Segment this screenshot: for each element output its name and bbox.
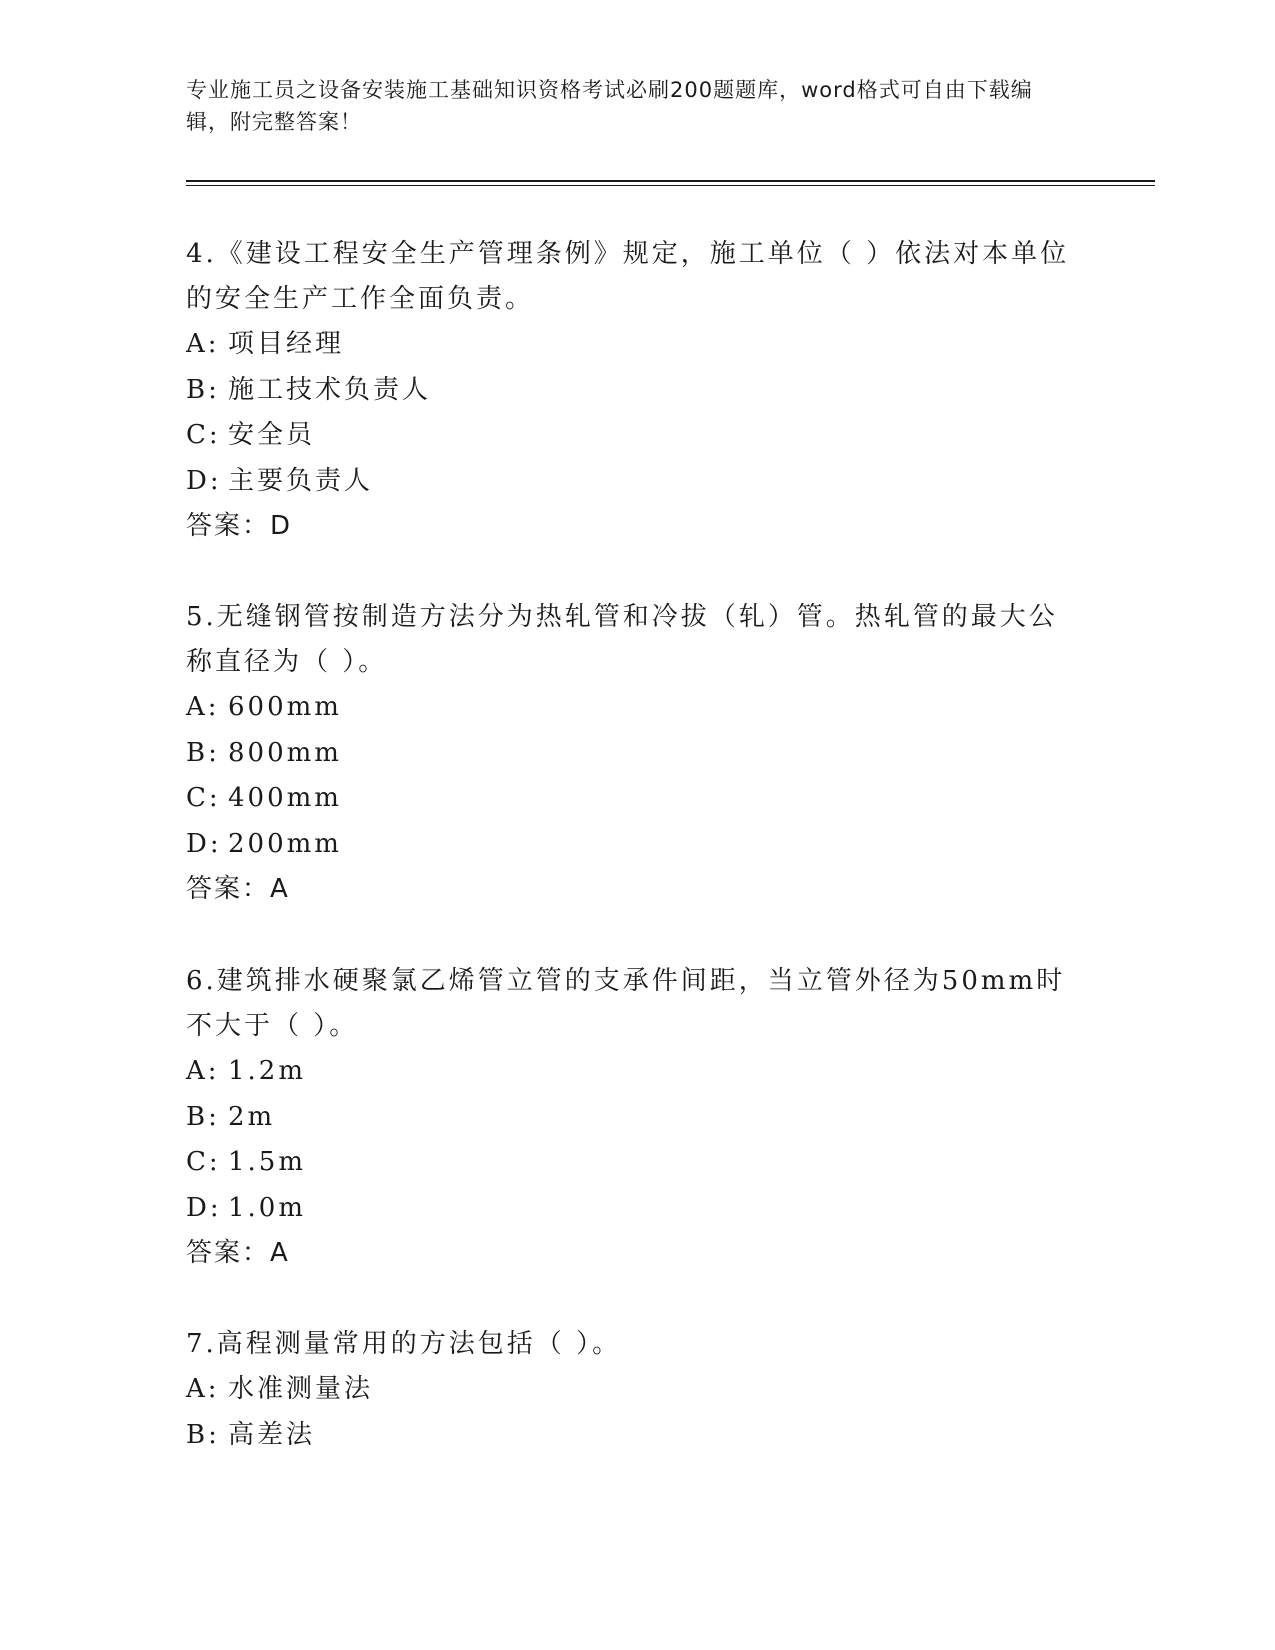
question-stem: 7.高程测量常用的方法包括（ ）。 <box>186 1329 622 1359</box>
option-a <box>186 1049 1086 1095</box>
option-key: C: <box>186 783 221 813</box>
option-key: A: <box>186 1056 220 1086</box>
option-key: A: <box>186 692 220 722</box>
question-stem: 4.《建设工程安全生产管理条例》规定，施工单位（ ）依法对本单位的安全生产工作全面负责。 <box>186 239 1070 314</box>
option-text: 2m <box>228 1101 276 1132</box>
question-stem: 6.建筑排水硬聚氯乙烯管立管的支承件间距，当立管外径为50mm时不大于（ ）。 <box>186 966 1066 1041</box>
option-text: 项目经理 <box>228 329 345 359</box>
option-a <box>186 322 1086 368</box>
option-text: 1.0m <box>228 1192 307 1223</box>
option-text: 施工技术负责人 <box>228 374 432 405</box>
option-text: 400mm <box>228 783 342 813</box>
option-text: 主要负责人 <box>228 465 374 496</box>
option-text: 800mm <box>228 737 342 768</box>
question-stem: 5.无缝钢管按制造方法分为热轧管和冷拔（轧）管。热轧管的最大公称直径为（ ）。 <box>186 602 1058 677</box>
option-key: C: <box>186 1147 221 1177</box>
option-text: 1.5m <box>228 1147 307 1177</box>
option-key: B: <box>186 737 220 768</box>
option-text: 安全员 <box>228 420 316 450</box>
document-header: 专业施工员之设备安装施工基础知识资格考试必刷200题题库，word格式可自由下载编辑，附完整答案！ <box>186 78 1033 134</box>
option-key: D: <box>186 828 222 859</box>
question-4 <box>186 232 1086 550</box>
option-b <box>186 1413 1086 1459</box>
question-7 <box>186 1322 1086 1458</box>
option-text: 水准测量法 <box>228 1374 374 1404</box>
option-b <box>186 1095 1086 1141</box>
option-c <box>186 1140 1086 1186</box>
question-5 <box>186 595 1086 913</box>
option-d <box>186 822 1086 868</box>
answer-line: 答案：A <box>186 1238 290 1268</box>
answer-line: 答案：A <box>186 874 290 904</box>
option-key: A: <box>186 1374 220 1404</box>
option-c <box>186 413 1086 459</box>
header-divider-line <box>186 180 1155 182</box>
option-key: B: <box>186 374 220 405</box>
option-key: D: <box>186 465 222 496</box>
answer-line: 答案：D <box>186 511 293 541</box>
option-b <box>186 731 1086 777</box>
option-d <box>186 1186 1086 1232</box>
option-key: A: <box>186 329 220 359</box>
option-key: D: <box>186 1192 222 1223</box>
option-a <box>186 685 1086 731</box>
question-6 <box>186 959 1086 1277</box>
option-a <box>186 1367 1086 1413</box>
option-text: 1.2m <box>228 1056 307 1086</box>
option-key: B: <box>186 1419 220 1450</box>
option-text: 600mm <box>228 692 342 722</box>
option-d <box>186 459 1086 505</box>
option-text: 高差法 <box>228 1419 316 1450</box>
option-c <box>186 776 1086 822</box>
option-b <box>186 368 1086 414</box>
option-key: C: <box>186 420 221 450</box>
header-divider-line-secondary <box>186 185 1155 186</box>
option-key: B: <box>186 1101 220 1132</box>
option-text: 200mm <box>228 828 342 859</box>
